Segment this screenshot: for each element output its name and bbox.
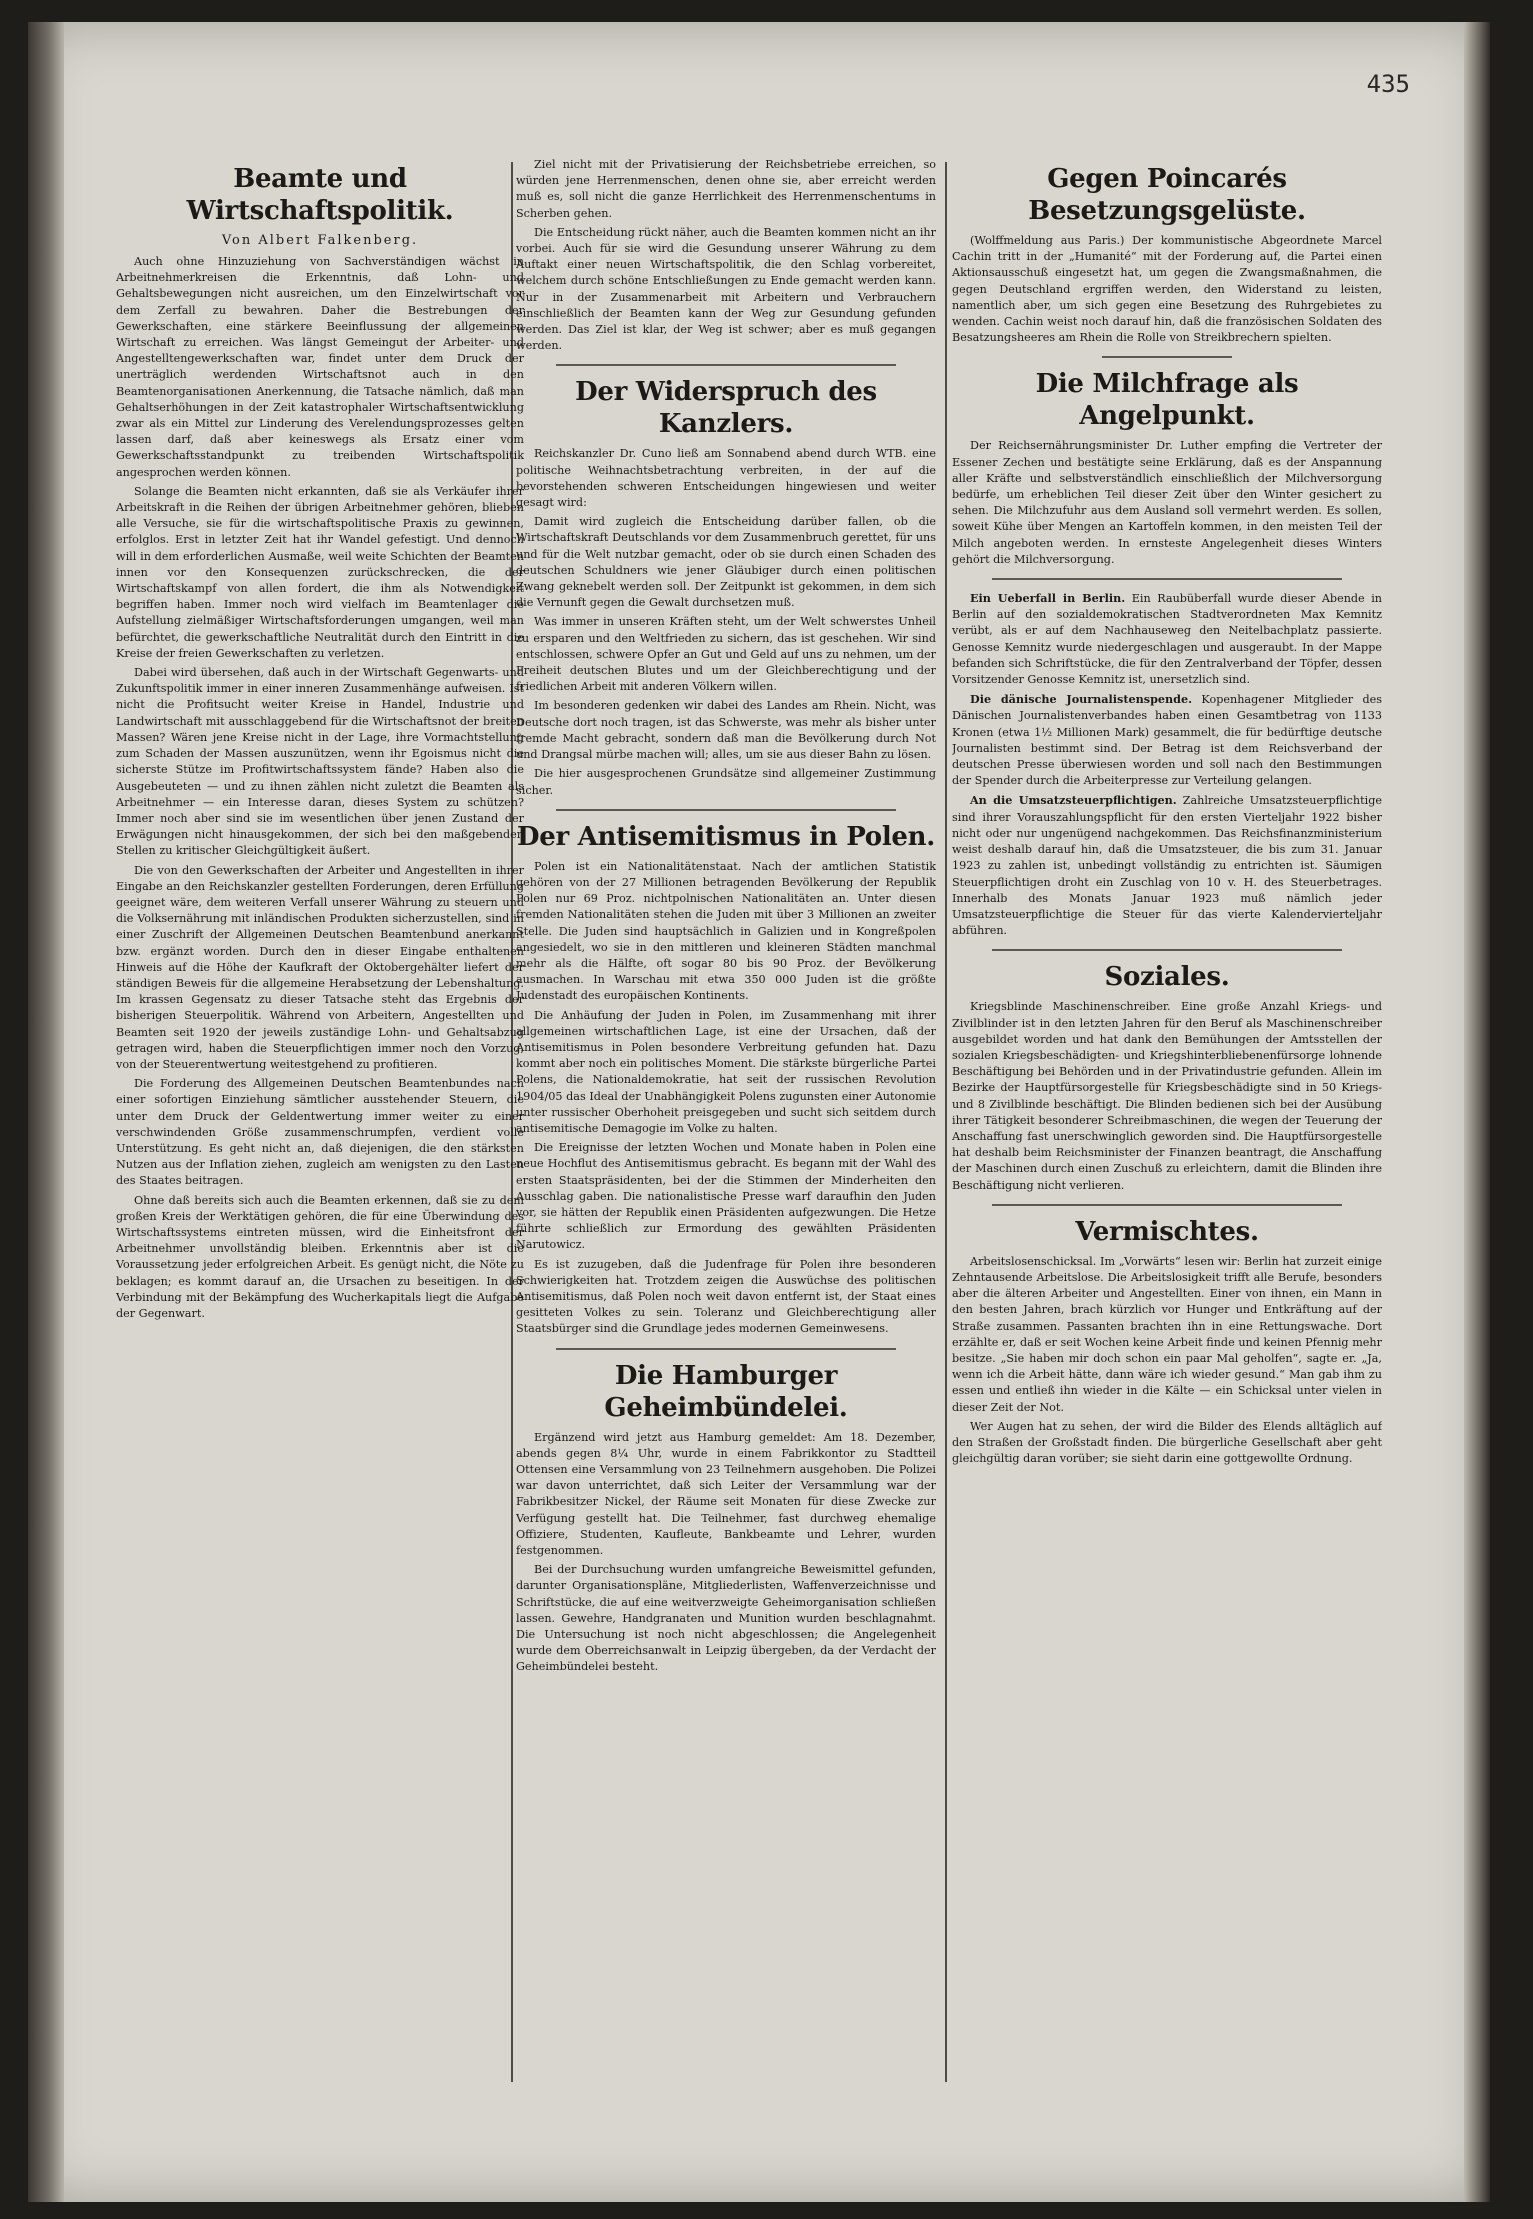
article-paragraph: Es ist zuzugeben, daß die Judenfrage für Polen ihre besonderen Schwierigkeiten hat. Trotzdem zeigen die Auswüchse des politischen Antisemitismus, daß Polen noch weit davon entfernt ist, der Staat eines gesitteten Volkes zu sein. Toleranz und Gleichberechtigung aller Staatsbürger sind die Grundlage jedes modernen Gemeinwesens.	[516, 1257, 936, 1336]
article-paragraph: Ergänzend wird jetzt aus Hamburg gemeldet: Am 18. Dezember, abends gegen 8¼ Uhr, wurde in einem Fabrikkontor zu Stadtteil Ottensen eine Versammlung von 23 Teilnehmern ausgehoben. Die Polizei war davon unterrichtet, daß sich Leiter der Versammlung war der Fabrikbesitzer Nickel, der Räume seit Monaten für diese Zwecke zur Verfügung gestellt hat. Die Teilnehmer, fast durchweg ehemalige Offiziere, Studenten, Kaufleute, Bankbeamte und Lehrer, wurden festgenommen.	[516, 1430, 936, 1558]
section-title: Soziales.	[1104, 962, 1230, 993]
section-divider	[556, 1348, 896, 1350]
article-paragraph: Bei der Durchsuchung wurden umfangreiche Beweismittel gefunden, darunter Organisationspläne, Mitgliederlisten, Waffenverzeichnisse und Schriftstücke, die auf eine weitverzweigte Geheimorganisation schließen lassen. Gewehre, Handgranaten und Munition wurden beschlagnahmt. Die Untersuchung ist noch nicht abgeschlossen; die Angelegenheit wurde dem Oberreichsanwalt in Leipzig übergeben, da der Verdacht der Geheimbündelei besteht.	[516, 1563, 936, 1674]
article-paragraph: Was immer in unseren Kräften steht, um der Welt schwerstes Unheil zu ersparen und den Weltfrieden zu sichern, das ist geschehen. Wir sind entschlossen, schwere Opfer an Gut und Geld auf uns zu nehmen, um der Freiheit deutschen Blutes und um der Gleichberechtigung und der friedlichen Arbeit mit anderen Völkern willen.	[516, 615, 936, 694]
article-paragraph: Im besonderen gedenken wir dabei des Landes am Rhein. Nicht, was Deutsche dort noch tragen, ist das Schwerste, was mehr als bisher unter fremde Macht gebracht, sondern daß man die Bevölkerung durch Not und Drangsal mürbe machen will; alles, um sie aus dieser Bahn zu lösen.	[516, 699, 936, 762]
article-paragraph: Solange die Beamten nicht erkannten, daß sie als Verkäufer ihrer Arbeitskraft in die Reihen der übrigen Arbeitnehmer gehören, blieben alle Versuche, sie für die wirtschaftspolitische Praxis zu gewinnen, erfolglos. Erst in letzter Zeit hat ihr Wandel gefestigt. Und dennoch will in dem erforderlichen Ausmaße, weil weite Schichten der Beamten innen vor den Konsequenzen zurückschrecken, die der Wirtschaftskampf von allen fordert, die ihm als Notwendigkeit begriffen haben. Immer noch wird vielfach im Beamtenlager die Aufstellung zielmäßiger Wirtschaftsforderungen umgangen, weil man befürchtet, die gewerkschaftliche Neutralität durch den Eintritt in die Kreise der freien Gewerkschaften zu verletzen.	[116, 484, 524, 660]
article-paragraph: (Wolffmeldung aus Paris.) Der kommunistische Abgeordnete Marcel Cachin tritt in der „Humanité“ mit der Forderung auf, die Partei einen Aktionsausschuß eingesetzt hat, um gegen die Zwangsmaßnahmen, die gegen Deutschland ergriffen werden, den Widerstand zu leisten, namentlich aber, um sich gegen eine Besetzung des Ruhrgebietes zu wenden. Cachin weist noch darauf hin, daß die französischen Soldaten des Besatzungsheeres am Rhein die Rolle von Streikbrechern spielten.	[952, 234, 1382, 345]
article-paragraph: Ziel nicht mit der Privatisierung der Reichsbetriebe erreichen, so würden jene Herrenmenschen, denen ohne sie, aber erreicht werden muß es, soll nicht die ganze Herrlichkeit des Herrenmenschentums in Scherben gehen.	[516, 158, 936, 220]
article-paragraph: Polen ist ein Nationalitätenstaat. Nach der amtlichen Statistik gehören von der 27 Millionen betragenden Bevölkerung der Republik Polen nur 69 Proz. nichtpolnischen Nationalitäten an. Unter diesen fremden Nationalitäten stehen die Juden mit über 3 Millionen an zweiter Stelle. Die Juden sind hauptsächlich in Galizien und in Kongreßpolen angesiedelt, wo sie in den mittleren und kleineren Städten manchmal mehr als die Hälfte, oft sogar 80 bis 90 Proz. der Bevölkerung ausmachen. In Warschau mit etwa 350 000 Juden ist die größte Judenstadt des europäischen Kontinents.	[516, 859, 936, 1003]
section-divider	[556, 809, 896, 811]
column-left	[116, 157, 524, 2182]
article-title: Gegen Poincarés Besetzungsgelüste.	[1028, 164, 1306, 226]
news-lead: An die Umsatzsteuerpflichtigen.	[970, 793, 1177, 808]
article-paragraph: Die hier ausgesprochenen Grundsätze sind allgemeiner Zustimmung sicher.	[516, 767, 936, 797]
section-divider	[556, 364, 896, 366]
article-paragraph: Kriegsblinde Maschinenschreiber. Eine große Anzahl Kriegs- und Zivilblinder ist in den letzten Jahren für den Beruf als Maschinenschreiber ausgebildet worden und hat dank den Bemühungen der Amtsstellen der sozialen Kriegsbeschädigten- und Kriegshinterbliebenenfürsorge lohnende Beschäftigung bei Behörden und in der Privatindustrie gefunden. Allein im Bezirke der Hauptfürsorgestelle für Kriegsbeschädigte sind in 50 Kriegs- und 8 Zivilblinde beschäftigt. Die Blinden bedienen sich bei der Ausübung ihrer Tätigkeit besonderer Schreibmaschinen, die wegen der Teuerung der Anschaffung fast unerschwinglich geworden sind. Die Hauptfürsorgestelle hat deshalb beim Reichsminister der Finanzen beantragt, die Anschaffung der Maschinen durch einen Zuschuß zu erleichtern, damit die Blinden ihre Beschäftigung nicht verlieren.	[952, 1000, 1382, 1192]
article-paragraph: Die von den Gewerkschaften der Arbeiter und Angestellten in ihrer Eingabe an den Reichskanzler gestellten Forderungen, deren Erfüllung geeignet wäre, dem weiteren Verfall unserer Währung zu steuern und die Volksernährung mit inländischen Produkten sicherzustellen, sind in einer Zuschrift der Allgemeinen Deutschen Beamtenbund anerkannt bzw. ergänzt worden. Durch den in dieser Eingabe enthaltenen Hinweis auf die Höhe der Kaufkraft der Oktobergehälter liefert der ständigen Beweis für die allgemeine Herabsetzung der Lebenshaltung. Im krassen Gegensatz zu dieser Tatsache steht das Ergebnis der bisherigen Steuerpolitik. Während von Arbeitern, Angestellten und Beamten seit 1920 der jeweils zuständige Lohn- und Gehaltsabzug getragen wird, haben die Steuerpflichtigen immer noch den Vorzug, von der Steuerentwertung weitestgehend zu profitieren.	[116, 863, 524, 1071]
article-paragraph: Der Reichsernährungsminister Dr. Luther empfing die Vertreter der Essener Zechen und bestätigte seine Erklärung, daß es der Anspannung aller Kräfte und selbstverständlich einschließlich der Milchversorgung bedürfe, um erheblichen Teil dieser Zeit über den Winter gesichert zu sehen. Die Milchzufuhr aus dem Ausland soll vermehrt werden. Es sollen, soweit Kühe über Mengen an Kartoffeln kommen, in den meisten Teil der Milch angeboten werden. In ernsteste Angelegenheit dieses Winters gehört die Milchversorgung.	[952, 439, 1382, 566]
article-title: Die Hamburger Geheimbündelei.	[604, 1360, 848, 1423]
article-paragraph: Die Ereignisse der letzten Wochen und Monate haben in Polen eine neue Hochflut des Antisemitismus gebracht. Es begann mit der Wahl des ersten Staatspräsidenten, bei der die Stimmen der Minderheiten den Ausschlag gaben. Die nationalistische Presse warf daraufhin den Juden vor, sie hätten der Republik einen Präsidenten aufgezwungen. Die Hetze führte schließlich zur Ermordung des gewählten Präsidenten Narutowicz.	[516, 1141, 936, 1252]
section-divider	[992, 1204, 1342, 1206]
column-rule	[945, 162, 947, 2082]
section-divider	[992, 578, 1342, 580]
news-lead: Die dänische Journalistenspende.	[970, 692, 1192, 707]
news-item	[952, 590, 1382, 688]
article-paragraph: Dabei wird übersehen, daß auch in der Wirtschaft Gegenwarts- und Zukunftspolitik immer in einer inneren Zusammenhänge aufweisen. Ist nicht die Profitsucht weiter Kreise in Handel, Industrie und Landwirtschaft mit ausschlaggebend für die Wirtschaftsnot der breiten Massen? Wären jene Kreise nicht in der Lage, ihre Vormachtstellung zum Schaden der Massen auszunützen, wenn ihr Egoismus nicht die sicherste Stütze im Profitwirtschaftssystem fände? Haben also die Ausgebeuteten — und zu ihnen zählen nicht zuletzt die Beamten als Arbeitnehmer — ein Interesse daran, dieses System zu schützen? Immer noch aber sind sie im wesentlichen über jenen Zustand der Erwägungen nicht hinausgekommen, der sich bei den maßgebenden Stellen zu kritischer Gleichgültigkeit äußert.	[116, 666, 524, 858]
article-title: Der Antisemitismus in Polen.	[517, 821, 935, 852]
article-paragraph: Die Forderung des Allgemeinen Deutschen Beamtenbundes nach einer sofortigen Einziehung sämtlicher ausstehender Steuern, die unter dem Druck der Geldentwertung immer weiter zu einer verschwindenden Größe zusammenschrumpfen, verdient volle Unterstützung. Es geht nicht an, daß diejenigen, die den stärksten Nutzen aus der Inflation ziehen, zugleich am wenigsten zu den Lasten des Staates beitragen.	[116, 1077, 524, 1188]
news-text: Ein Raubüberfall wurde dieser Abende in Berlin auf den sozialdemokratischen Stadtverordneten Max Kemnitz verübt, als er auf dem Nachhauseweg den Neitelbachplatz passierte. Genosse Kemnitz wurde niedergeschlagen und ausgeraubt. In der Mappe befanden sich Schriftstücke, die für den Zentralverband der Töpfer, dessen Vorsitzender Genosse Kemnitz ist, unersetzlich sind.	[952, 592, 1382, 687]
article-paragraph: Auch ohne Hinzuziehung von Sachverständigen wächst in Arbeitnehmerkreisen die Erkenntnis, daß Lohn- und Gehaltsbewegungen nicht ausreichen, um den Einzelwirtschaft vor dem Zerfall zu bewahren. Daher die Bestrebungen der Gewerkschaften, eine stärkere Beeinflussung der allgemeinen Wirtschaft zu erreichen. Was längst Gemeingut der Arbeiter- und Angestelltengewerkschaften war, findet unter dem Druck der unerträglich werdenden Wirtschaftsnot auch in den Beamtenorganisationen Anerkennung, die Tatsache nämlich, daß man Gehaltserhöhungen in der Zeit katastrophaler Wirtschaftsentwicklung zwar als ein Mittel zur Linderung des Verelendungsprozesses gelten lassen darf, daß aber keineswegs als Ersatz einer vom Gewerkschaftsstandpunkt zu treibenden Wirtschaftspolitik angesprochen werden können.	[116, 255, 524, 479]
article-paragraph: Ohne daß bereits sich auch die Beamten erkennen, daß sie zu dem großen Kreis der Werktätigen gehören, die für eine Überwindung des Wirtschaftssystems eintreten müssen, wird die Einheitsfront der Arbeitnehmer unvollständig bleiben. Erkenntnis aber ist die Voraussetzung jeder erfolgreichen Arbeit. Es genügt nicht, die Nöte zu beklagen; es kommt darauf an, die Ursachen zu beseitigen. In der Verbindung mit der Bekämpfung des Wucherkapitals liegt die Aufgabe der Gegenwart.	[116, 1193, 524, 1320]
article-paragraph: Die Anhäufung der Juden in Polen, im Zusammenhang mit ihrer allgemeinen wirtschaftlichen Lage, ist eine der Ursachen, daß der Antisemitismus in Polen besondere Verbreitung gefunden hat. Dazu kommt aber noch ein politisches Moment. Die stärkste bürgerliche Partei Polens, die Nationaldemokratie, hat seit der russischen Revolution 1904/05 das Ideal der Unabhängigkeit Polens zugunsten einer Autonomie unter russischer Oberhoheit preisgegeben und sucht sich seitdem durch antisemitische Demagogie im Volke zu halten.	[516, 1008, 936, 1135]
news-text: Kopenhagener Mitglieder des Dänischen Journalistenverbandes haben einen Gesamtbetrag von 1133 Kronen (etwa 1½ Millionen Mark) gesammelt, die für bedürftige deutsche Journalisten bestimmt sind. Der Betrag ist dem Reichsverband der deutschen Presse überwiesen worden und soll nach den Bestimmungen der Spender durch die Arbeiterpresse zur Verteilung gelangen.	[952, 693, 1382, 788]
article-paragraph: Arbeitslosenschicksal. Im „Vorwärts“ lesen wir: Berlin hat zurzeit einige Zehntausende Arbeitslose. Die Arbeitslosigkeit trifft alle Berufe, besonders aber die älteren Arbeiter und Angestellten. Einer von ihnen, ein Mann in den besten Jahren, brach kürzlich vor Hunger und Entkräftung auf der Straße zusammen. Passanten brachten ihn in eine Rettungswache. Dort erzählte er, daß er seit Wochen keine Arbeit finde und keinen Pfennig mehr besitze. „Sie haben mir doch schon ein paar Mal geholfen“, sagte er. „Ja, wenn ich die Arbeit hätte, dann wäre ich wieder gesund.“ Man gab ihm zu essen und entließ ihn wieder in die Kälte — ein Schicksal unter vielen in dieser Zeit der Not.	[952, 1254, 1382, 1414]
article-paragraph: Reichskanzler Dr. Cuno ließ am Sonnabend abend durch WTB. eine politische Weihnachtsbetrachtung verbreiten, in der auf die bevorstehenden schweren Entscheidungen hingewiesen und weiter gesagt wird:	[516, 447, 936, 510]
page-edge	[1464, 22, 1490, 2202]
article-title: Die Milchfrage als Angelpunkt.	[1035, 369, 1299, 432]
news-item	[952, 691, 1382, 789]
section-title: Vermischtes.	[1075, 1216, 1259, 1247]
news-lead: Ein Ueberfall in Berlin.	[970, 591, 1126, 606]
page-number: 435	[1366, 70, 1410, 98]
article-title: Der Widerspruch des Kanzlers.	[575, 377, 877, 440]
article-paragraph: Die Entscheidung rückt näher, auch die Beamten kommen nicht an ihr vorbei. Auch für sie wird die Gesundung unserer Währung zu dem Auftakt einer neuen Wirtschaftspolitik, die den Schlag vorbereitet, welchem durch schöne Entschließungen zu Ende gemacht werden kann. Nur in der Zusammenarbeit mit Arbeitern und Verbrauchern einschließlich der Beamten kann der Weg zur Gesundung gefunden werden. Das Ziel ist klar, der Weg ist schwer; aber es muß gegangen werden.	[516, 225, 936, 353]
news-text: Zahlreiche Umsatzsteuerpflichtige sind ihrer Vorauszahlungspflicht für den ersten Vierteljahr 1922 bisher nicht oder nur ungenügend nachgekommen. Das Reichsfinanzministerium weist deshalb darauf hin, daß die Umsatzsteuer, die bis zum 31. Januar 1923 zu zahlen ist, unbedingt vollständig zu entrichten ist. Säumigen Steuerpflichtigen droht ein Zuschlag von 10 v. H. des Steuerbetrages. Innerhalb des Monats Januar 1923 muß nämlich jeder Umsatzsteuerpflichtige die Steuer für das vierte Kalendervierteljahr abführen.	[952, 794, 1382, 938]
section-divider	[992, 949, 1342, 951]
column-right	[952, 157, 1382, 2182]
article-paragraph: Damit wird zugleich die Entscheidung darüber fallen, ob die Wirtschaftskraft Deutschlands vor dem Zusammenbruch gerettet, für uns und für die Welt nutzbar gemacht, oder ob sie durch einen Schaden des deutschen Schuldners wie jener Gläubiger durch einen politischen Zwang geknebelt werden soll. Der Zeitpunkt ist gekommen, in dem sich die Vernunft gegen die Gewalt durchsetzen muß.	[516, 515, 936, 610]
section-divider	[1102, 356, 1232, 358]
news-item	[952, 792, 1382, 939]
page-binding	[28, 22, 64, 2202]
article-title: Beamte und Wirtschaftspolitik.	[186, 164, 454, 226]
article-paragraph: Wer Augen hat zu sehen, der wird die Bilder des Elends alltäglich auf den Straßen der Großstadt finden. Die bürgerliche Gesellschaft aber geht gleichgültig daran vorüber; sie sieht darin eine gottgewollte Ordnung.	[952, 1419, 1382, 1466]
newspaper-page	[28, 22, 1490, 2202]
article-byline: Von Albert Falkenberg.	[221, 233, 419, 248]
column-middle	[516, 157, 936, 2182]
